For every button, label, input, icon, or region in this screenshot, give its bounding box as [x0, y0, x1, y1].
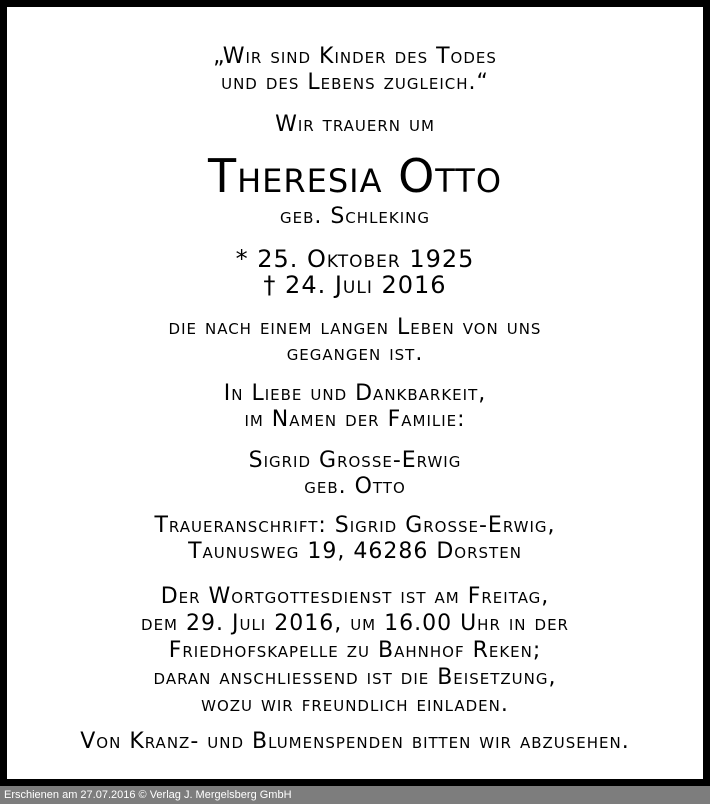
publication-footer: Erschienen am 27.07.2016 © Verlag J. Mergelsberg GmbH: [0, 786, 710, 804]
service-line: Der Wortgottesdienst ist am Freitag,: [160, 584, 550, 609]
service-line: Friedhofskapelle zu Bahnhof Reken;: [168, 638, 542, 663]
quote-line: und des Lebens zugleich.“: [221, 70, 489, 95]
maiden-name-line: geb. Schleking: [279, 204, 431, 229]
service-info: [7, 583, 703, 718]
quote-line: „Wir sind Kinder des Todes: [213, 44, 497, 69]
family-name: Sigrid Grosse-Erwig: [248, 448, 462, 473]
passing-line: gegangen ist.: [286, 341, 424, 366]
birth-date: * 25. Oktober 1925: [235, 245, 475, 273]
family-nee: geb. Otto: [304, 474, 406, 499]
life-dates: [7, 246, 703, 298]
quote-block: [7, 44, 703, 96]
passing-text: [7, 315, 703, 367]
mourning-intro: [7, 112, 703, 138]
gratitude-text: [7, 381, 703, 433]
maiden-name: [7, 204, 703, 230]
mourning-address: [7, 513, 703, 565]
passing-line: die nach einem langen Leben von uns: [168, 315, 542, 340]
flower-request: [7, 729, 703, 755]
family-signature: [7, 448, 703, 500]
death-date: † 24. Juli 2016: [263, 271, 447, 299]
address-line: Taunusweg 19, 46286 Dorsten: [188, 539, 522, 564]
gratitude-line: In Liebe und Dankbarkeit,: [223, 381, 487, 406]
service-line: dem 29. Juli 2016, um 16.00 Uhr in der: [141, 611, 569, 636]
address-line: Traueranschrift: Sigrid Grosse-Erwig,: [154, 513, 556, 538]
service-line: daran anschliessend ist die Beisetzung,: [153, 665, 557, 690]
flower-request-line: Von Kranz- und Blumenspenden bitten wir abzusehen.: [80, 729, 630, 754]
gratitude-line: im Namen der Familie:: [244, 407, 466, 432]
deceased-name: Theresia Otto: [207, 149, 503, 203]
mourning-line: Wir trauern um: [275, 112, 435, 137]
service-line: wozu wir freundlich einladen.: [201, 692, 509, 717]
